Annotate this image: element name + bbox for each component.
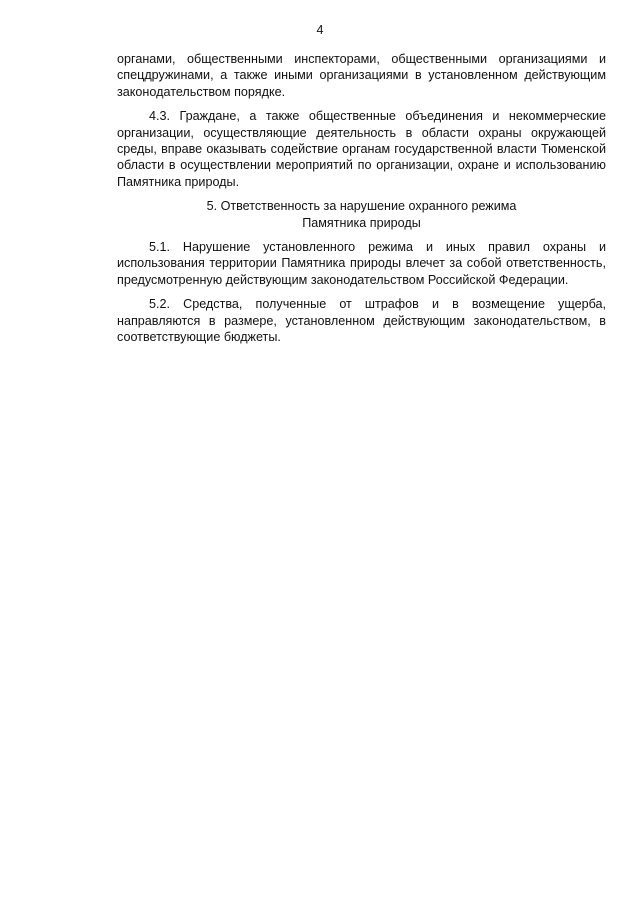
page-number: 4: [316, 23, 324, 37]
section-5-heading-line-1: 5. Ответственность за нарушение охранного режима: [206, 199, 517, 214]
paragraph-5-2: 5.2. Средства, полученные от штрафов и в возмещение ущерба, направляются в размере, установленном действующим законодательством, в соответствующие бюджеты.: [117, 297, 606, 345]
paragraph-5-1: 5.1. Нарушение установленного режима и иных правил охраны и использования территории Памятника природы влечет за собой ответственность, предусмотренную действующим законодательством Российской Федерации.: [117, 240, 606, 287]
section-5-heading: [117, 198, 606, 231]
section-5-heading-line-2: Памятника природы: [302, 215, 421, 230]
paragraph-continuation: органами, общественными инспекторами, общественными организациями и спецдружинами, а также иными организациями в установленном действующим законодательством порядке.: [117, 52, 606, 99]
document-body: [117, 51, 606, 346]
paragraph-4-3: 4.3. Граждане, а также общественные объединения и некоммерческие организации, осуществляющие деятельность в области охраны окружающей среды, вправе оказывать содействие органам государственной власти Тюменской области в осуществлении мероприятий по организации, охране и использованию Памятника природы.: [117, 109, 606, 189]
